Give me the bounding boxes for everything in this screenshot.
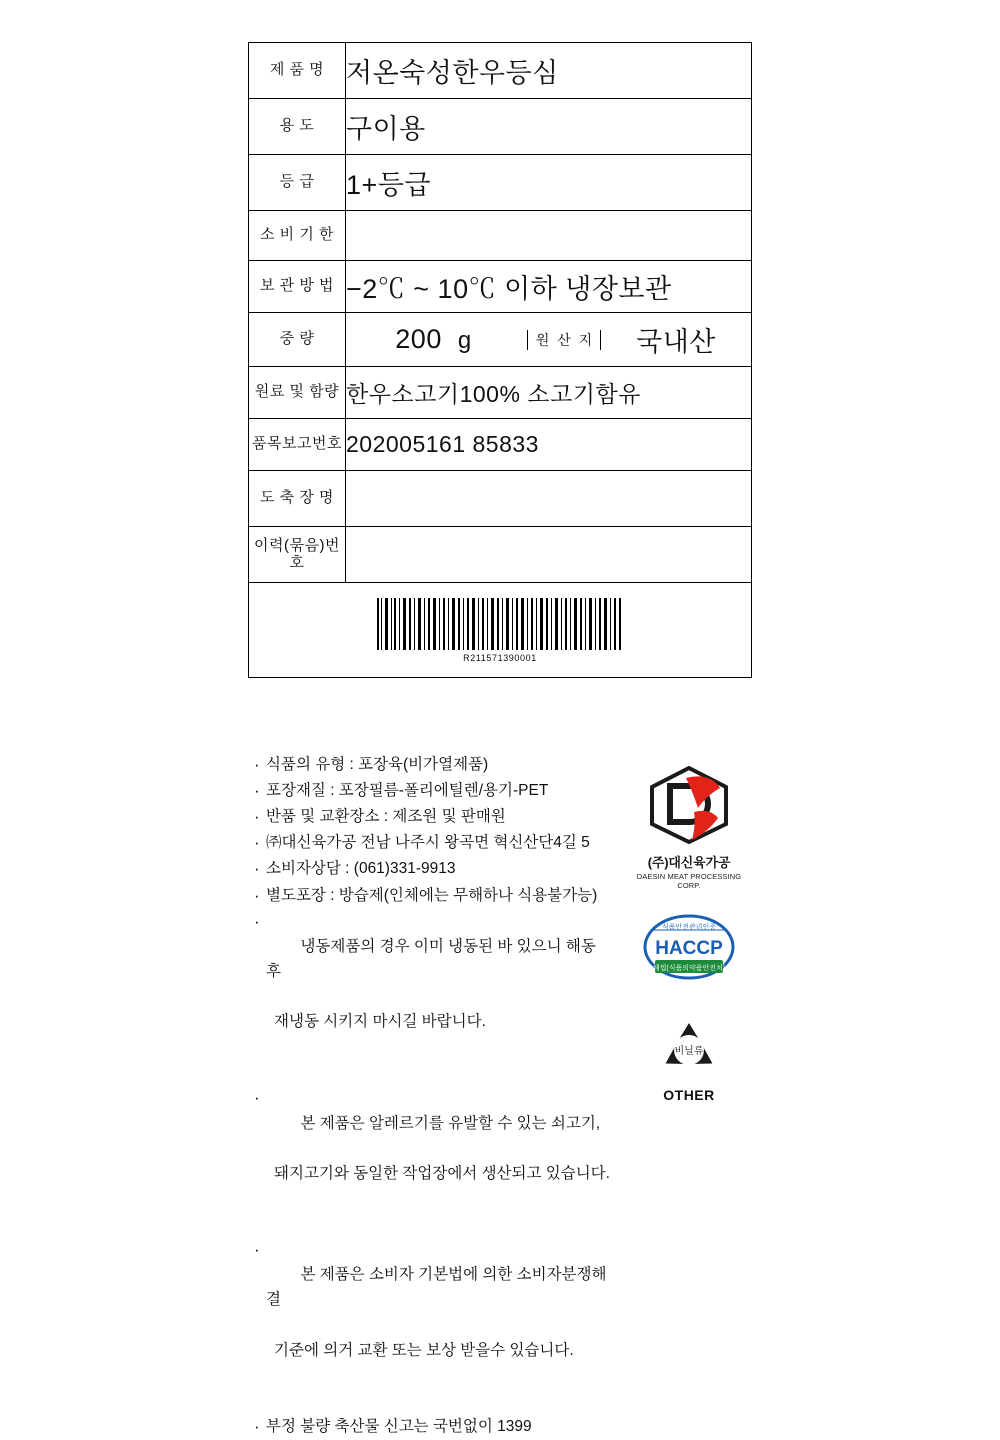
note-text-cont: 기준에 의거 교환 또는 보상 받을수 있습니다. [274, 1341, 574, 1359]
table-row [249, 419, 752, 471]
note-text: 반품 및 교환장소 : 제조원 및 판매원 [266, 808, 506, 826]
table-row [249, 99, 752, 155]
table-row [249, 527, 752, 583]
list-item [252, 909, 612, 1085]
list-item [252, 1085, 612, 1236]
row-key-traceability: 이력(묶음)번호 [249, 527, 346, 583]
note-text: 본 제품은 소비자 기본법에 의한 소비자분쟁해결 [266, 1266, 607, 1309]
company-name: (주)대신육가공 [647, 855, 731, 870]
note-text: 포장재질 : 포장필름-폴리에틸렌/용기-PET [266, 782, 549, 800]
table-row [249, 367, 752, 419]
row-key-usage: 용 도 [249, 99, 346, 155]
list-item [252, 1414, 612, 1439]
row-value-ingredients: 한우소고기100% 소고기함유 [346, 367, 752, 419]
list-item [252, 883, 612, 908]
row-value-grade: 1+등급 [346, 155, 752, 211]
row-value-usage: 구이용 [346, 99, 752, 155]
note-text: 소비자상담 : (061)331-9913 [266, 860, 456, 878]
row-key-weight: 중 량 [249, 313, 346, 367]
list-item [252, 752, 612, 777]
product-label-sheet [248, 42, 752, 1435]
list-item [252, 856, 612, 881]
recycle-icon [653, 1019, 725, 1081]
company-logo [626, 764, 752, 890]
svg-text:비닐류: 비닐류 [674, 1046, 704, 1057]
barcode-cell [249, 583, 752, 678]
note-text: ㈜대신육가공 전남 나주시 왕곡면 혁신산단4길 5 [266, 834, 590, 852]
list-item [252, 804, 612, 829]
table-row [249, 261, 752, 313]
weight-number: 200 [395, 324, 442, 354]
svg-text:식품안전관리인증: 식품안전관리인증 [661, 924, 717, 931]
row-key-storage: 보 관 방 법 [249, 261, 346, 313]
note-text: 본 제품은 알레르기를 유발할 수 있는 쇠고기, [300, 1114, 601, 1132]
svg-text:HACCP: HACCP [655, 938, 723, 959]
product-spec-table [248, 42, 752, 678]
row-value-traceability [346, 527, 752, 583]
row-key-report-number: 품목보고번호 [249, 419, 346, 471]
row-value-slaughterhouse [346, 471, 752, 527]
weight-unit: g [457, 327, 472, 354]
row-value-product-name: 저온숙성한우등심 [346, 43, 752, 99]
row-value-storage: −2℃ ~ 10℃ 이하 냉장보관 [346, 261, 752, 313]
row-key-slaughterhouse: 도 축 장 명 [249, 471, 346, 527]
row-value-expiry [346, 211, 752, 261]
note-text-cont: 재냉동 시키지 마시길 바랍니다. [274, 1013, 486, 1031]
svg-text:해썹(식품의약품안전처): 해썹(식품의약품안전처) [652, 965, 726, 972]
row-key-ingredients: 원료 및 함량 [249, 367, 346, 419]
table-row-weight [249, 313, 752, 367]
note-text: 냉동제품의 경우 이미 냉동된 바 있으니 해동 후 [266, 937, 601, 980]
barcode-number: R211571390001 [463, 652, 537, 663]
recycle-label: OTHER [663, 1087, 715, 1103]
list-item [252, 1237, 612, 1413]
table-row [249, 155, 752, 211]
row-key-expiry: 소 비 기 한 [249, 211, 346, 261]
logos-column [626, 752, 752, 1103]
row-key-grade: 등 급 [249, 155, 346, 211]
haccp-logo [626, 914, 752, 985]
table-row [249, 43, 752, 99]
barcode-image [375, 598, 625, 650]
row-value-weight-origin [346, 313, 752, 367]
daesin-cube-icon [646, 764, 732, 844]
list-item [252, 778, 612, 803]
note-text: 별도포장 : 방습제(인체에는 무해하나 식용불가능) [266, 886, 598, 904]
recycle-logo [626, 1019, 752, 1103]
note-text: 식품의 유형 : 포장육(비가열제품) [266, 756, 489, 773]
weight-amount [346, 324, 527, 355]
note-text: 부정 불량 축산물 신고는 국번없이 1399 [266, 1417, 532, 1435]
list-item [252, 830, 612, 855]
haccp-icon [643, 914, 735, 980]
company-name-en: DAESIN MEAT PROCESSING CORP. [636, 872, 742, 890]
table-row-barcode [249, 583, 752, 678]
table-row [249, 471, 752, 527]
origin-key: 원 산 지 [527, 330, 601, 350]
row-value-report-number: 202005161 85833 [346, 419, 752, 471]
row-key-product-name: 제 품 명 [249, 43, 346, 99]
origin-value: 국내산 [636, 327, 716, 357]
table-row [249, 211, 752, 261]
note-text-cont: 돼지고기와 동일한 작업장에서 생산되고 있습니다. [274, 1164, 610, 1182]
notes-list [252, 752, 612, 1440]
